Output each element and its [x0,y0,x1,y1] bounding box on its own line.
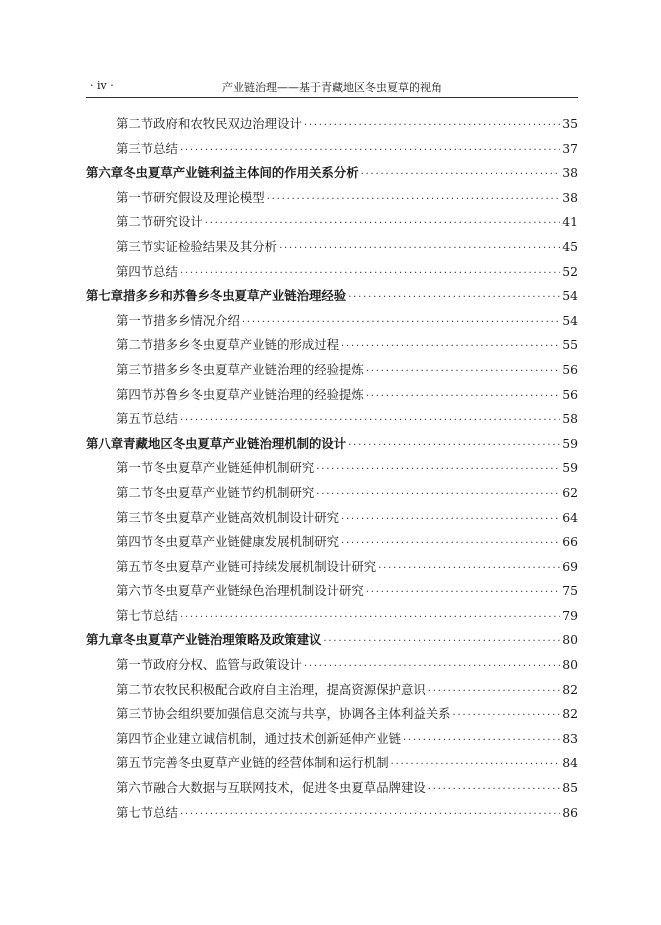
page-reference: 64 [562,509,578,525]
page-reference: 80 [562,657,578,673]
dot-leader [279,243,560,254]
table-of-contents [86,114,578,827]
dot-leader [304,661,560,672]
entry-title: 研究假设及理论模型 [153,189,265,205]
page-reference: 84 [562,755,578,771]
dot-leader [180,145,560,156]
page-reference: 54 [562,288,578,304]
section-number: 第二节 [116,116,154,131]
page-reference: 80 [562,632,578,648]
toc-section-entry[interactable] [86,778,578,803]
section-number: 第二节 [116,337,154,353]
dot-leader [323,636,560,647]
section-number: 第四节 [116,386,154,402]
entry-title: 措多乡冬虫夏草产业链的形成过程 [153,337,340,353]
section-number: 第五节 [116,411,154,427]
page-reference: 56 [562,361,578,377]
entry-title: 总结 [153,411,178,427]
dot-leader [348,440,560,451]
page-reference: 45 [562,238,578,254]
entry-title: 总结 [153,140,178,156]
entry-title: 冬虫夏草产业链利益主体间的作用关系分析 [123,165,359,181]
page-reference: 66 [562,534,578,550]
page-reference: 83 [562,730,578,746]
toc-section-entry[interactable] [86,385,578,410]
section-number: 第一节 [116,312,154,328]
toc-section-entry[interactable] [86,360,578,385]
page-number: · iv · [90,79,114,92]
toc-section-entry[interactable] [86,335,578,360]
section-number: 第三节 [116,238,154,254]
toc-chapter-entry[interactable] [86,630,578,655]
page-reference: 82 [562,681,578,697]
toc-section-entry[interactable] [86,409,578,434]
entry-title: 措多乡情况介绍 [153,312,240,328]
page-reference: 35 [562,116,578,131]
dot-leader [348,292,560,303]
dot-leader [366,391,560,402]
section-number: 第三节 [116,361,154,377]
entry-title: 协会组织要加强信息交流与共享，协调各主体利益关系 [153,706,451,722]
running-title: 产业链治理——基于青藏地区冬虫夏草的视角 [222,81,442,94]
toc-section-entry[interactable] [86,753,578,778]
toc-section-entry[interactable] [86,311,578,336]
entry-title: 冬虫夏草产业链绿色治理机制设计研究 [153,583,364,599]
dot-leader [316,464,560,475]
toc-chapter-entry[interactable] [86,286,578,311]
section-number: 第七节 [116,607,154,623]
chapter-number: 第八章 [86,435,124,451]
page-reference: 58 [562,411,578,427]
toc-section-entry[interactable] [86,581,578,606]
toc-chapter-entry[interactable] [86,163,578,188]
page-reference: 85 [562,780,578,796]
running-header [86,76,578,98]
toc-section-entry[interactable] [86,655,578,680]
toc-section-entry[interactable] [86,114,578,139]
dot-leader [341,514,560,525]
page-reference: 86 [562,804,578,820]
entry-title: 总结 [153,263,178,279]
section-number: 第六节 [116,780,154,796]
section-number: 第三节 [116,140,154,156]
dot-leader [341,538,560,549]
toc-section-entry[interactable] [86,606,578,631]
entry-title: 研究设计 [153,214,203,230]
chapter-number: 第七章 [86,288,124,304]
section-number: 第三节 [116,706,154,722]
dot-leader [453,710,561,721]
dot-leader [378,563,560,574]
entry-title: 农牧民积极配合政府自主治理，提高资源保护意识 [153,681,426,697]
toc-section-entry[interactable] [86,508,578,533]
section-number: 第二节 [116,214,154,230]
chapter-number: 第六章 [86,165,124,181]
toc-section-entry[interactable] [86,212,578,237]
dot-leader [180,268,560,279]
toc-section-entry[interactable] [86,729,578,754]
toc-section-entry[interactable] [86,704,578,729]
section-number: 第五节 [116,558,154,574]
entry-title: 总结 [153,607,178,623]
page-reference: 59 [562,435,578,451]
toc-section-entry[interactable] [86,458,578,483]
page-reference: 69 [562,558,578,574]
chapter-number: 第九章 [86,632,124,648]
entry-title: 总结 [153,804,178,820]
section-number: 第四节 [116,263,154,279]
entry-title: 完善冬虫夏草产业链的经营体制和运行机制 [153,755,389,771]
dot-leader [267,194,561,205]
toc-section-entry[interactable] [86,188,578,213]
entry-title: 冬虫夏草产业链延伸机制研究 [153,460,315,476]
dot-leader [428,686,560,697]
section-number: 第四节 [116,534,154,550]
dot-leader [180,809,560,820]
section-number: 第四节 [116,730,154,746]
toc-section-entry[interactable] [86,803,578,828]
entry-title: 冬虫夏草产业链治理策略及政策建议 [123,632,322,648]
toc-chapter-entry[interactable] [86,434,578,459]
dot-leader [304,120,560,131]
entry-title: 冬虫夏草产业链可持续发展机制设计研究 [153,558,377,574]
dot-leader [361,169,561,180]
section-number: 第一节 [116,460,154,476]
toc-section-entry[interactable] [86,532,578,557]
page-reference: 38 [562,165,578,181]
dot-leader [366,366,560,377]
entry-title: 青藏地区冬虫夏草产业链治理机制的设计 [123,435,347,451]
dot-leader [403,735,560,746]
toc-section-entry[interactable] [86,680,578,705]
page-reference: 52 [562,263,578,279]
page-reference: 62 [562,484,578,500]
dot-leader [205,218,560,229]
page-reference: 56 [562,386,578,402]
page-reference: 79 [562,607,578,623]
page-reference: 54 [562,312,578,328]
toc-section-entry[interactable] [86,483,578,508]
page-reference: 41 [562,214,578,230]
section-number: 第一节 [116,189,154,205]
page-reference: 59 [562,460,578,476]
entry-title: 冬虫夏草产业链高效机制设计研究 [153,509,340,525]
entry-title: 措多乡和苏鲁乡冬虫夏草产业链治理经验 [123,288,347,304]
page-reference: 37 [562,140,578,156]
dot-leader [316,489,560,500]
section-number: 第二节 [116,681,154,697]
dot-leader [366,587,560,598]
entry-title: 企业建立诚信机制，通过技术创新延伸产业链 [153,730,401,746]
page-reference: 82 [562,706,578,722]
entry-title: 实证检验结果及其分析 [153,238,278,254]
toc-section-entry[interactable] [86,139,578,164]
dot-leader [428,784,560,795]
dot-leader [180,612,560,623]
entry-title: 冬虫夏草产业链健康发展机制研究 [153,534,340,550]
entry-title: 政府和农牧民双边治理设计 [153,116,302,131]
dot-leader [242,317,560,328]
entry-title: 政府分权、监管与政策设计 [153,657,302,673]
entry-title: 措多乡冬虫夏草产业链治理的经验提炼 [153,361,364,377]
toc-section-entry[interactable] [86,237,578,262]
section-number: 第一节 [116,657,154,673]
dot-leader [341,341,560,352]
section-number: 第六节 [116,583,154,599]
section-number: 第二节 [116,484,154,500]
entry-title: 冬虫夏草产业链节约机制研究 [153,484,315,500]
page-reference: 38 [562,189,578,205]
section-number: 第七节 [116,804,154,820]
section-number: 第三节 [116,509,154,525]
dot-leader [180,415,560,426]
section-number: 第五节 [116,755,154,771]
toc-section-entry[interactable] [86,557,578,582]
page-reference: 75 [562,583,578,599]
entry-title: 苏鲁乡冬虫夏草产业链治理的经验提炼 [153,386,364,402]
toc-section-entry[interactable] [86,262,578,287]
entry-title: 融合大数据与互联网技术，促进冬虫夏草品牌建设 [153,780,426,796]
page-reference: 55 [562,337,578,353]
dot-leader [391,759,561,770]
